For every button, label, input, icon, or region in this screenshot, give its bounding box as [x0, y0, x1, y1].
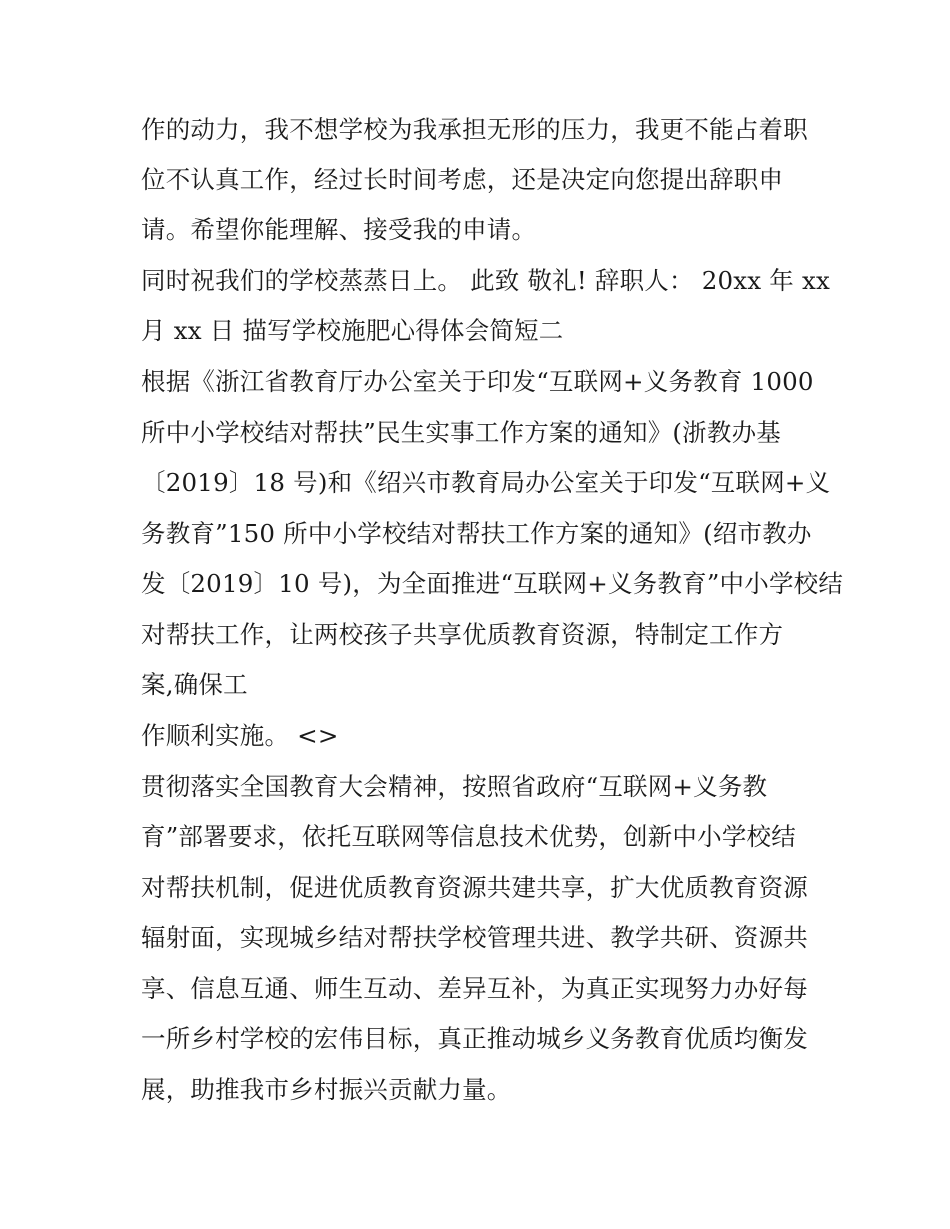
- text-line-9: 务教育”150 所中小学校结对帮扶工作方案的通知》(绍市教办: [141, 519, 812, 548]
- text-line-13: 作顺利实施。 <>: [141, 721, 339, 750]
- text-line-4: 同时祝我们的学校蒸蒸日上。 此致 敬礼! 辞职人： 20xx 年 xx: [141, 266, 831, 295]
- text-line-11: 对帮扶工作，让两校孩子共享优质教育资源，特制定工作方: [141, 620, 784, 649]
- text-line-2: 位不认真工作，经过长时间考虑，还是决定向您提出辞职申: [141, 165, 784, 194]
- text-line-7: 所中小学校结对帮扶”民生实事工作方案的通知》(浙教办基: [141, 418, 781, 447]
- text-line-15: 育”部署要求，依托互联网等信息技术优势，创新中小学校结: [141, 822, 796, 851]
- text-line-5: 月 xx 日 描写学校施肥心得体会简短二: [141, 316, 564, 345]
- text-line-14: 贯彻落实全国教育大会精神，按照省政府“互联网+义务教: [141, 772, 768, 801]
- text-line-20: 展，助推我市乡村振兴贡献力量。: [141, 1075, 512, 1104]
- text-line-3: 请。希望你能理解、接受我的申请。: [141, 215, 537, 244]
- text-line-16: 对帮扶机制，促进优质教育资源共建共享，扩大优质教育资源: [141, 873, 808, 902]
- text-line-8: 〔2019〕18 号)和《绍兴市教育局办公室关于印发“互联网+义: [141, 468, 831, 497]
- text-line-6: 根据《浙江省教育厅办公室关于印发“互联网+义务教育 1000: [141, 367, 814, 396]
- text-line-1: 作的动力，我不想学校为我承担无形的压力，我更不能占着职: [141, 115, 808, 144]
- text-line-18: 享、信息互通、师生互动、差异互补，为真正实现努力办好每: [141, 974, 808, 1003]
- text-line-19: 一所乡村学校的宏伟目标，真正推动城乡义务教育优质均衡发: [141, 1024, 808, 1053]
- text-line-12: 案,确保工: [141, 670, 248, 699]
- text-line-10: 发〔2019〕10 号)，为全面推进“互联网+义务教育”中小学校结: [141, 569, 844, 598]
- text-line-17: 辐射面，实现城乡结对帮扶学校管理共进、教学共研、资源共: [141, 923, 808, 952]
